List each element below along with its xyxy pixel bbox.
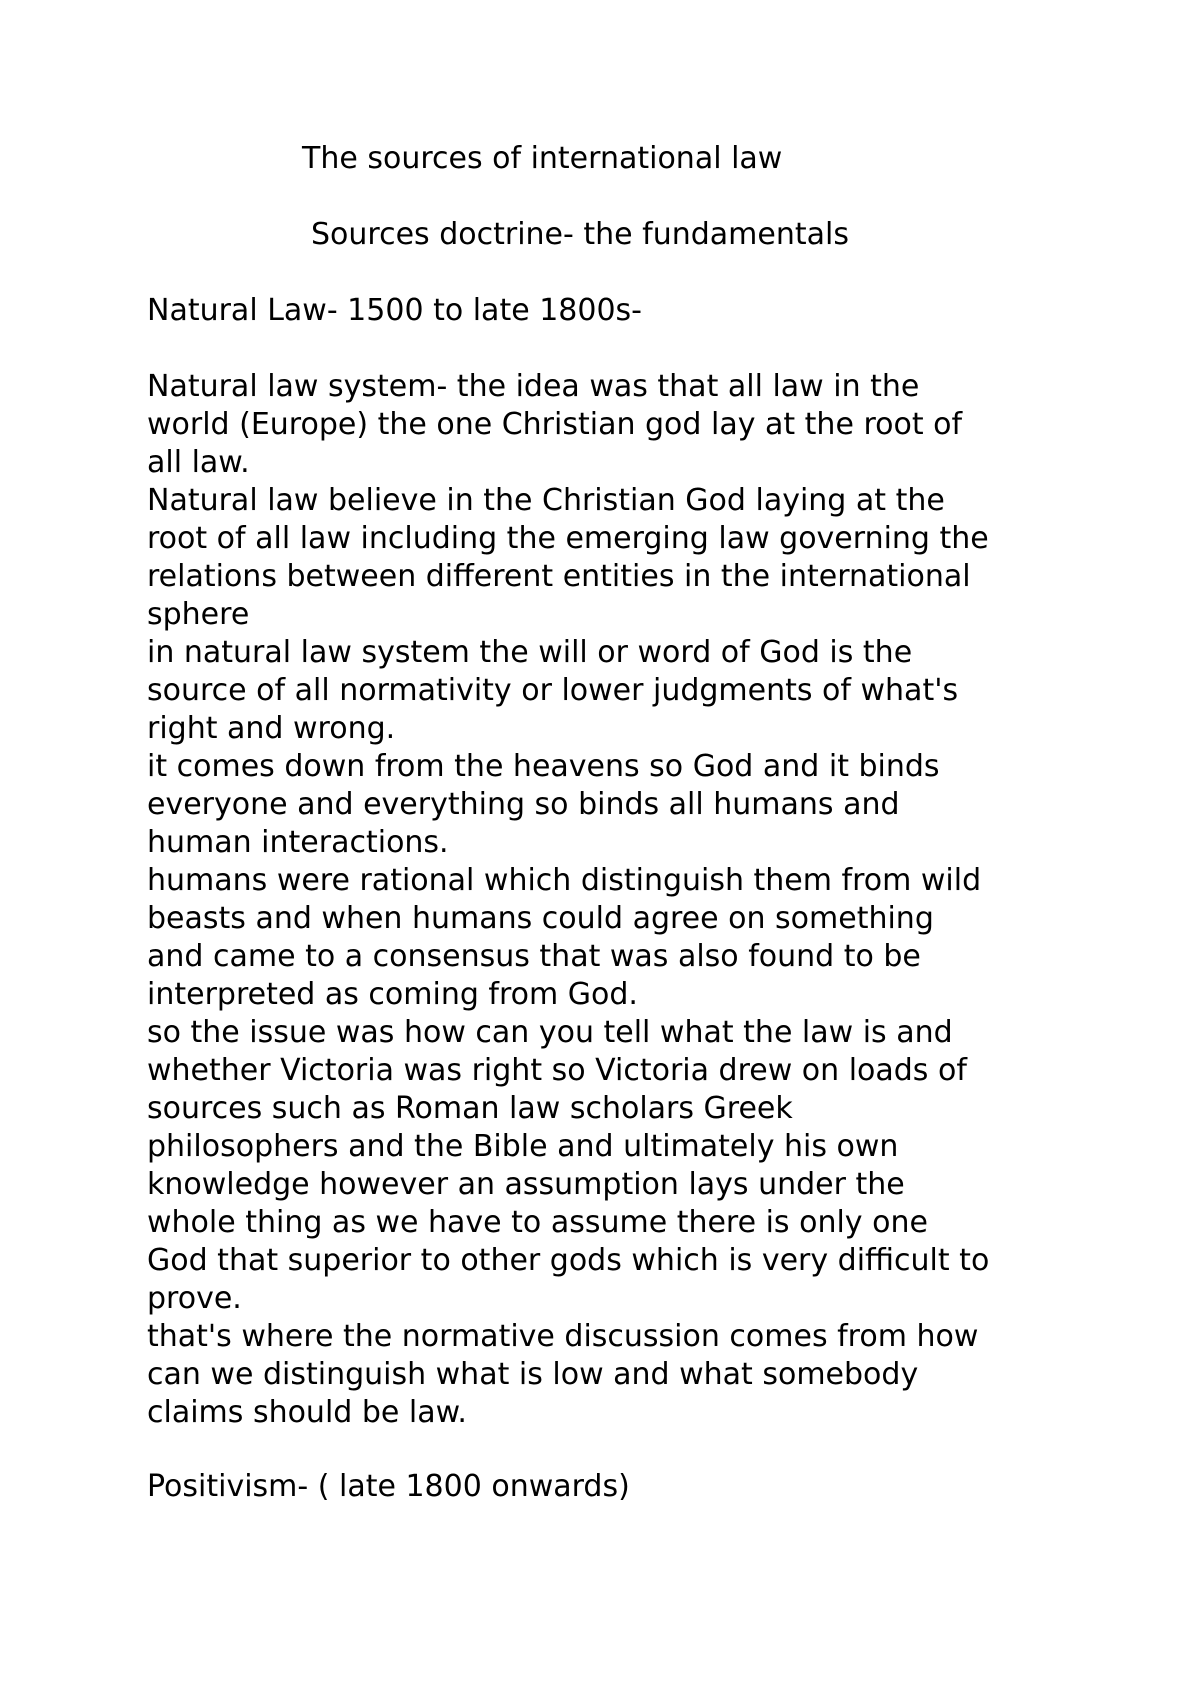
document-title: The sources of international law xyxy=(302,141,783,176)
text-line: whether Victoria was right so Victoria drew on loads of xyxy=(147,1053,967,1088)
text-line: root of all law including the emerging law governing the xyxy=(147,521,989,556)
text-line: knowledge however an assumption lays under the xyxy=(147,1167,905,1202)
positivism-heading: Positivism- ( late 1800 onwards) xyxy=(147,1469,630,1504)
text-line: humans were rational which distinguish them from wild xyxy=(147,863,982,898)
text-line: philosophers and the Bible and ultimately his own xyxy=(147,1129,899,1164)
natural-law-text xyxy=(147,368,1077,1432)
natural-law-heading: Natural Law- 1500 to late 1800s- xyxy=(147,293,642,328)
text-line: claims should be law. xyxy=(147,1395,467,1430)
text-line: Natural law system- the idea was that all law in the xyxy=(147,369,920,404)
text-line: Natural law believe in the Christian God laying at the xyxy=(147,483,945,518)
text-line: sources such as Roman law scholars Greek xyxy=(147,1091,793,1126)
text-line: sphere xyxy=(147,597,250,632)
text-line: world (Europe) the one Christian god lay at the root of xyxy=(147,407,963,442)
text-line: beasts and when humans could agree on something xyxy=(147,901,934,936)
text-line: in natural law system the will or word of God is the xyxy=(147,635,913,670)
text-line: whole thing as we have to assume there is only one xyxy=(147,1205,928,1240)
text-line: everyone and everything so binds all humans and xyxy=(147,787,900,822)
text-line: can we distinguish what is low and what somebody xyxy=(147,1357,919,1392)
text-line: right and wrong. xyxy=(147,711,396,746)
text-line: all law. xyxy=(147,445,250,480)
text-line: source of all normativity or lower judgments of what's xyxy=(147,673,959,708)
text-line: human interactions. xyxy=(147,825,449,860)
text-line: relations between different entities in the international xyxy=(147,559,971,594)
text-line: that's where the normative discussion comes from how xyxy=(147,1319,979,1354)
document-subtitle: Sources doctrine- the fundamentals xyxy=(311,217,849,252)
text-line: God that superior to other gods which is very difficult to xyxy=(147,1243,990,1278)
text-line: so the issue was how can you tell what the law is and xyxy=(147,1015,953,1050)
text-line: and came to a consensus that was also found to be xyxy=(147,939,921,974)
text-line: it comes down from the heavens so God and it binds xyxy=(147,749,940,784)
text-line: interpreted as coming from God. xyxy=(147,977,638,1012)
text-line: prove. xyxy=(147,1281,242,1316)
